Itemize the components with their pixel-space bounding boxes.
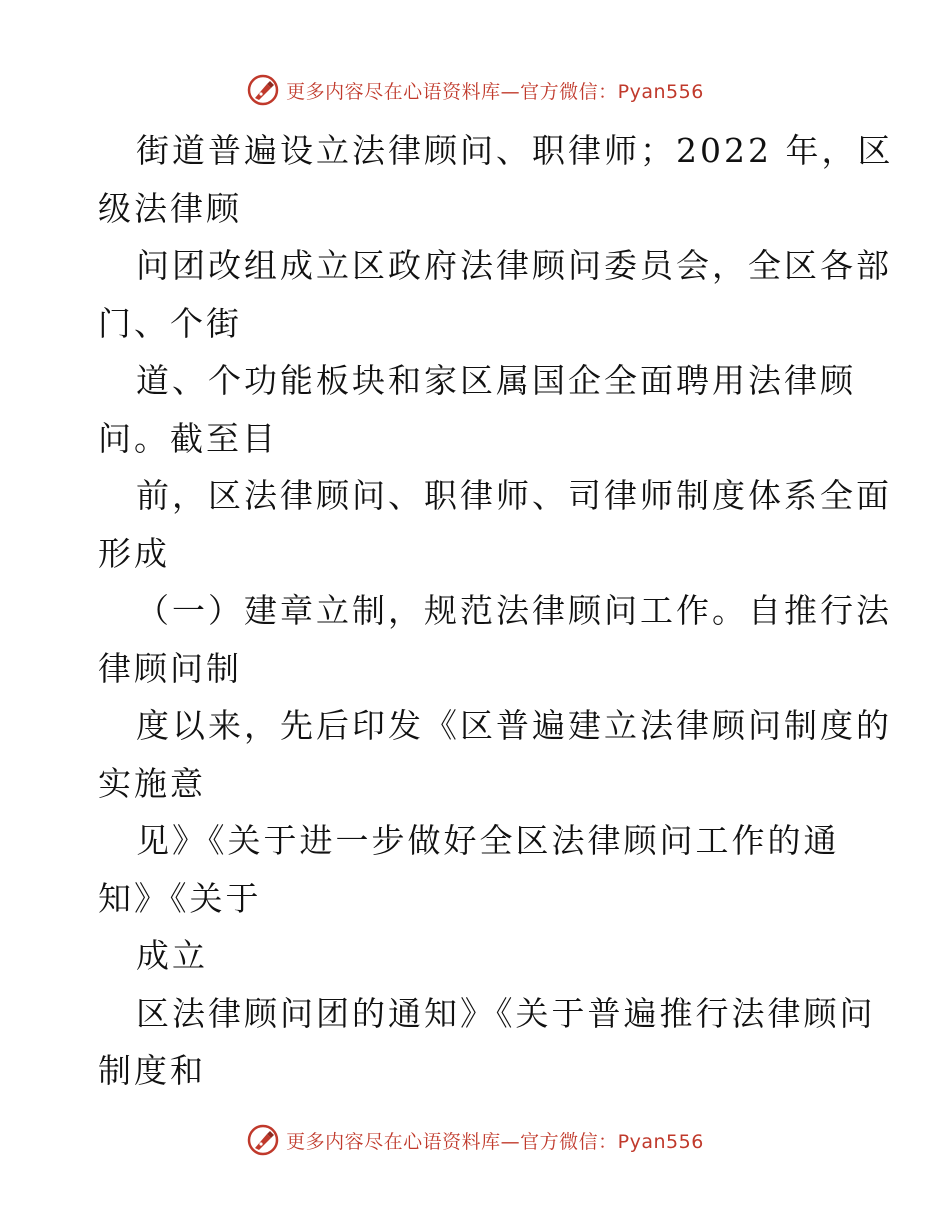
text-line: 街道普遍设立法律顾问、职律师；2022 年，区 — [136, 131, 894, 170]
text-line: 成立 — [136, 936, 208, 975]
text-line: 律顾问制 — [98, 648, 242, 688]
text-line: （一）建章立制，规范法律顾问工作。自推行法 — [136, 591, 892, 630]
pen-nib-logo-icon — [246, 73, 280, 107]
text-line: 知》《关于 — [98, 878, 262, 918]
text-line: 问。截至目 — [98, 418, 278, 458]
text-line: 前，区法律顾问、职律师、司律师制度体系全面 — [136, 476, 892, 515]
header-banner — [0, 70, 950, 110]
text-line: 形成 — [98, 533, 170, 573]
document-body — [98, 122, 894, 1100]
text-line: 制度和 — [98, 1051, 206, 1090]
text-line: 门、个街 — [98, 303, 242, 343]
text-line: 问团改组成立区政府法律顾问委员会，全区各部 — [136, 246, 892, 285]
text-line: 级法律顾 — [98, 188, 242, 228]
text-line: 实施意 — [98, 763, 206, 803]
pen-nib-logo-icon — [246, 1123, 280, 1157]
text-line: 道、个功能板块和家区属国企全面聘用法律顾 — [136, 361, 856, 400]
header-banner-text: 更多内容尽在心语资料库—官方微信：Pyan556 — [286, 80, 704, 103]
footer-banner-text: 更多内容尽在心语资料库—官方微信：Pyan556 — [286, 1130, 704, 1153]
text-line: 见》《关于进一步做好全区法律顾问工作的通 — [136, 821, 840, 860]
text-line: 区法律顾问团的通知》《关于普遍推行法律顾问 — [136, 993, 876, 1033]
text-line: 度以来，先后印发《区普遍建立法律顾问制度的 — [136, 706, 892, 745]
footer-banner — [0, 1120, 950, 1160]
